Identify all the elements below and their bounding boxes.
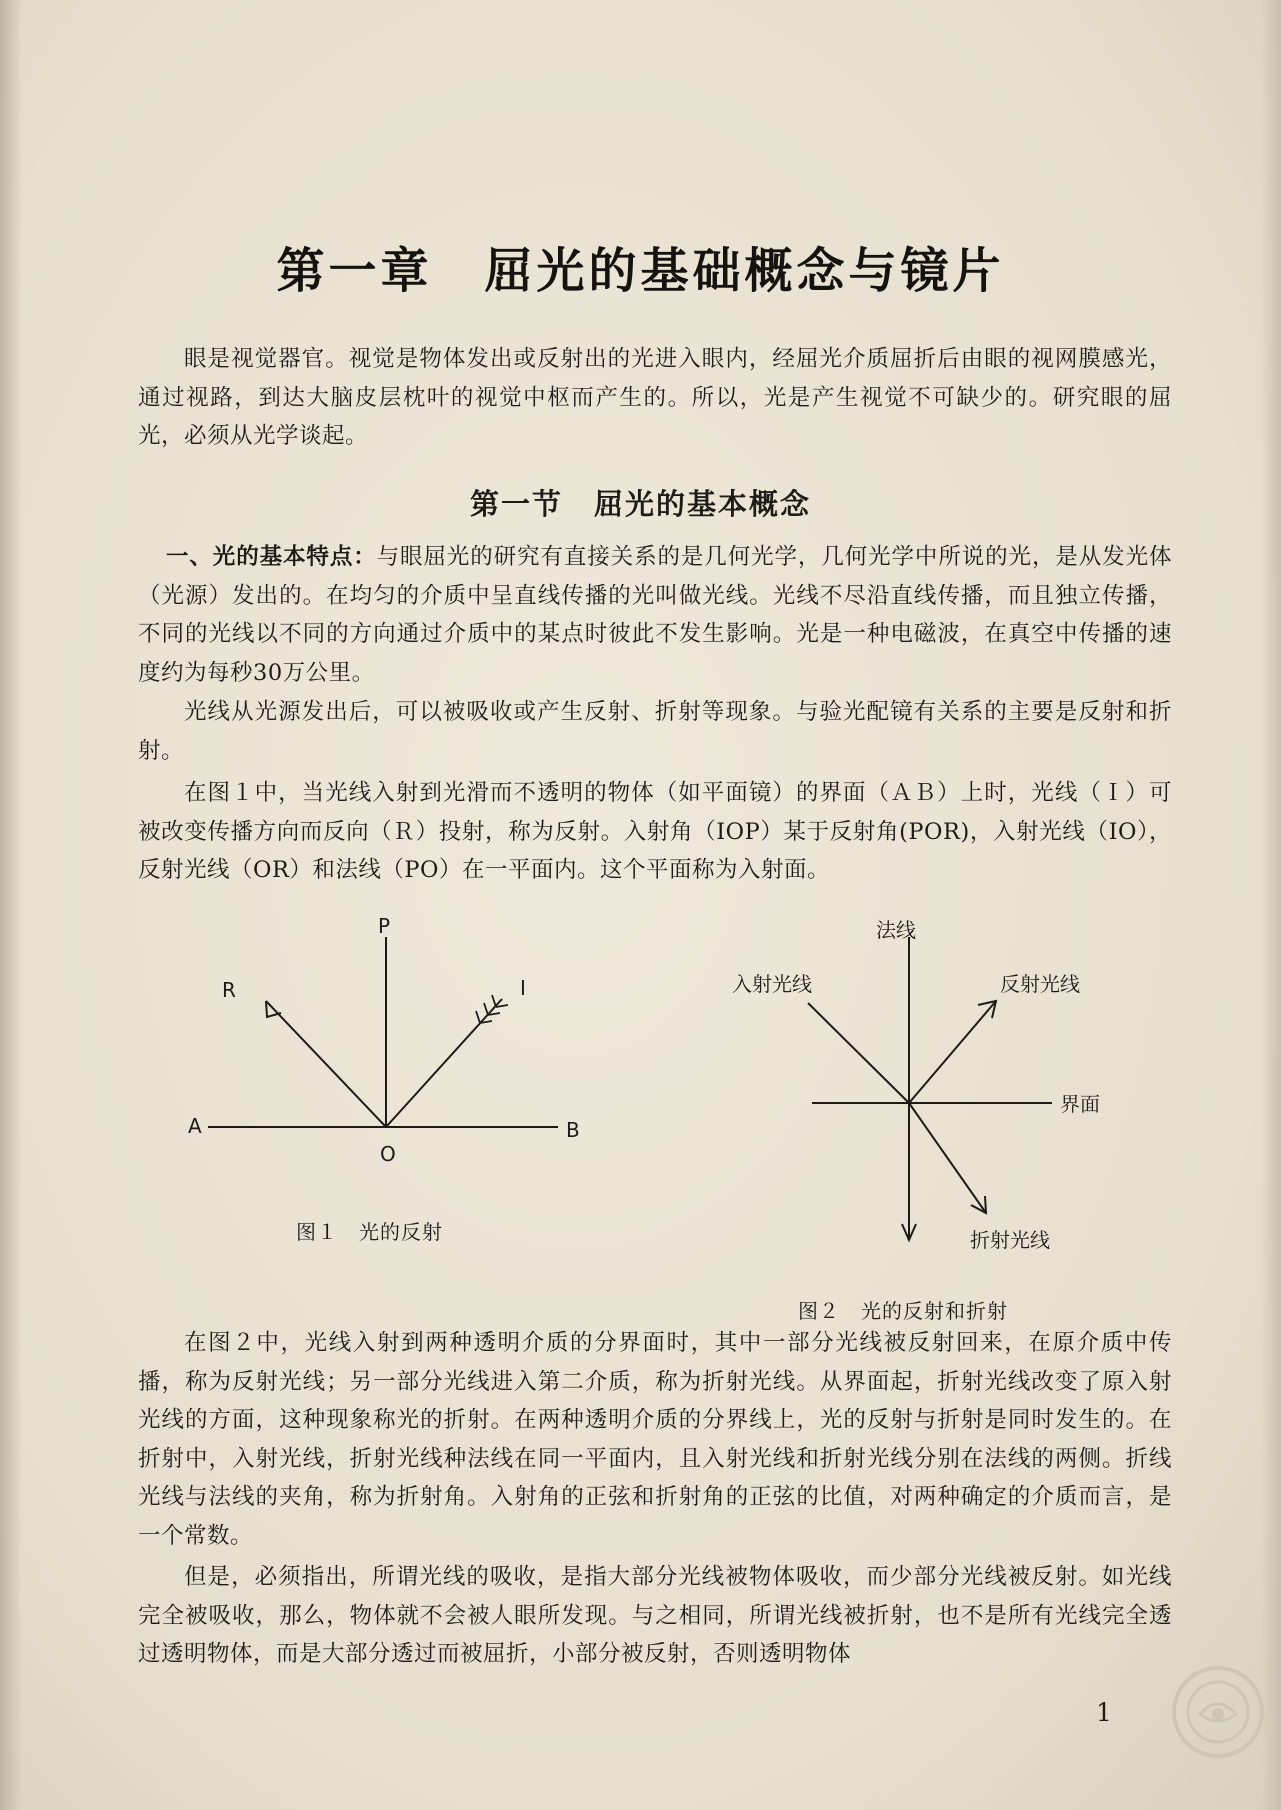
museum-seal-watermark [1170,1664,1266,1760]
paragraph-absorption: 但是，必须指出，所谓光线的吸收，是指大部分光线被物体吸收，而少部分光线被反射。如光线完全被吸收，那么，物体就不会被人眼所发现。与之相同，所谓光线被折射，也不是所有光线完全透过透明物体，而是大部分透过而被屈折，小部分被反射，否则透明物体 [138,1564,1172,1667]
figure-1-caption: 图１ 光的反射 [296,1220,443,1244]
label-interface: 界面 [1060,1092,1100,1116]
label-p: P [378,915,391,938]
label-refracted-ray: 折射光线 [970,1228,1050,1252]
section-title: 第一节 屈光的基本概念 [469,487,811,521]
intro-paragraph: 眼是视觉器官。视觉是物体发出或反射出的光进入眼内，经屈光介质屈折后由眼的视网膜感光，通过视路，到达大脑皮层枕叶的视觉中枢而产生的。所以，光是产生视觉不可缺少的。研究眼的屈光，必须从光学谈起。 [138,346,1172,449]
refracted-ray [909,1103,986,1213]
page-number: 1 [1096,1698,1112,1727]
figure-1-reflection-diagram [180,915,600,1180]
figure-2-caption: 图２ 光的反射和折射 [798,1299,1008,1323]
paragraph-figure1-description: 在图１中，当光线入射到光滑而不透明的物体（如平面镜）的界面（ＡＢ）上时，光线（Ｉ）可被改变传播方向而反向（Ｒ）投射，称为反射。入射角（IOP）某于反射角(POR)，入射光线（IO），反射光线（OR）和法线（PO）在一平面内。这个平面称为入射面。 [138,780,1172,883]
paragraph-heading: 一、光的基本特点： [166,544,377,570]
incident-ray [808,1003,909,1103]
paragraph-figure2-description: 在图２中，光线入射到两种透明介质的分界面时，其中一部分光线被反射回来，在原介质中传播，称为反射光线；另一部分光线进入第二介质，称为折射光线。从界面起，折射光线改变了原入射光线的方面，这种现象称光的折射。在两种透明介质的分界线上，光的反射与折射是同时发生的。在折射中，入射光线，折射光线种法线在同一平面内，且入射光线和折射光线分别在法线的两侧。折线光线与法线的夹角，称为折射角。入射角的正弦和折射角的正弦的比值，对两种确定的介质而言，是一个常数。 [138,1330,1172,1549]
reflected-ray [909,1001,996,1103]
label-a: A [188,1114,202,1138]
paragraph-body: 与眼屈光的研究有直接关系的是几何光学，几何光学中所说的光，是从发光体（光源）发出的。在均匀的介质中呈直线传播的光叫做光线。光线不尽沿直线传播，而且独立传播，不同的光线以不同的方向通过介质中的某点时彼此不发生影响。光是一种电磁波，在真空中传播的速度约为每秒30万公里。 [138,544,1172,686]
chapter-title: 第一章 屈光的基础概念与镜片 [276,243,1005,299]
label-i: I [520,976,526,1000]
figure-2-reflection-refraction-diagram [720,915,1120,1270]
paragraph-light-basics [138,538,1172,692]
label-normal: 法线 [876,918,916,942]
label-r: R [222,978,236,1002]
label-b: B [566,1118,580,1142]
label-incident-ray: 入射光线 [732,972,812,996]
label-o: O [380,1142,396,1166]
incident-ray-io [386,999,502,1127]
label-reflected-ray: 反射光线 [1000,972,1080,996]
paragraph-reflection-refraction: 光线从光源发出后，可以被吸收或产生反射、折射等现象。与验光配镜有关系的主要是反射和折射。 [138,699,1172,764]
reflected-ray-or [266,1001,386,1127]
